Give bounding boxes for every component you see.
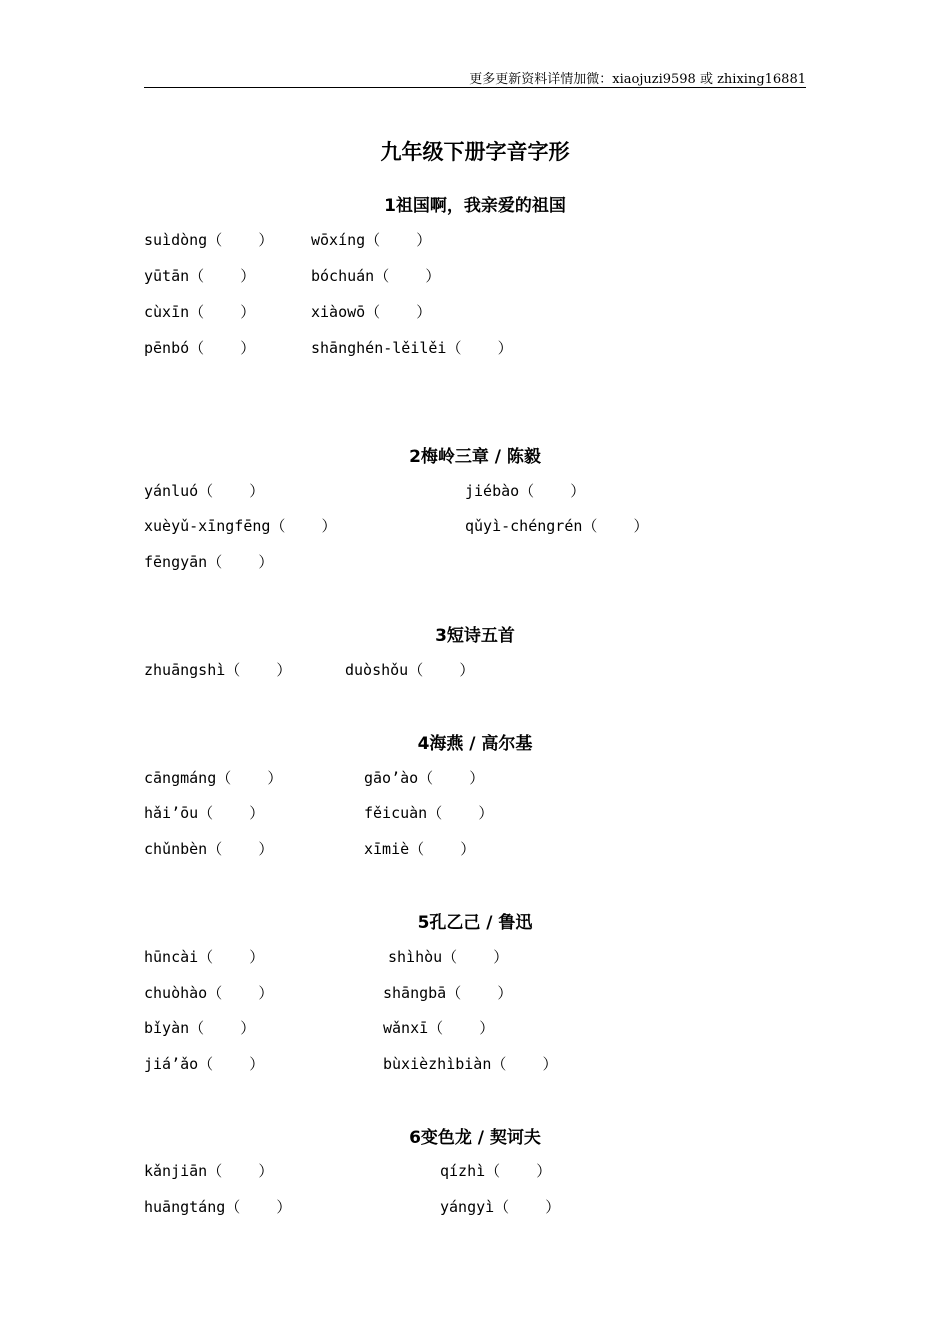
section-title: 4海燕 / 高尔基 xyxy=(417,734,533,754)
pinyin-item: xīmiè（ ） xyxy=(364,840,476,858)
pinyin-item: qǔyì-chéngrén（ ） xyxy=(465,517,649,535)
section-title: 2梅岭三章 / 陈毅 xyxy=(409,447,541,467)
pinyin-item: huāngtáng（ ） xyxy=(144,1198,292,1216)
pinyin-item: shìhòu（ ） xyxy=(388,948,509,966)
pinyin-item: fěicuàn（ ） xyxy=(364,804,494,822)
pinyin-item: xuèyǔ-xīngfēng（ ） xyxy=(144,517,337,535)
section-title: 5孔乙己 / 鲁迅 xyxy=(417,913,533,933)
pinyin-item: cùxīn（ ） xyxy=(144,303,256,321)
page-title: 九年级下册字音字形 xyxy=(380,140,570,164)
pinyin-item: wǎnxī（ ） xyxy=(383,1019,495,1037)
pinyin-item: bǐyàn（ ） xyxy=(144,1019,256,1037)
pinyin-item: fēngyān（ ） xyxy=(144,553,274,571)
pinyin-item: gāo’ào（ ） xyxy=(364,769,485,787)
pinyin-item: suìdòng（ ） xyxy=(144,231,274,249)
pinyin-item: chǔnbèn（ ） xyxy=(144,840,274,858)
section-title: 6变色龙 / 契诃夫 xyxy=(409,1128,541,1148)
pinyin-item: kǎnjiān（ ） xyxy=(144,1162,274,1180)
pinyin-item: shāngbā（ ） xyxy=(383,984,513,1002)
header-text: 更多更新资料详情加微：xiaojuzi9598 或 zhixing16881 xyxy=(469,72,806,87)
pinyin-item: hǎi’ōu（ ） xyxy=(144,804,265,822)
pinyin-item: chuòhào（ ） xyxy=(144,984,274,1002)
pinyin-item: yánluó（ ） xyxy=(144,482,265,500)
section-title: 3短诗五首 xyxy=(435,626,515,646)
header-rule xyxy=(144,87,806,88)
pinyin-item: wōxíng（ ） xyxy=(311,231,432,249)
pinyin-item: zhuāngshì（ ） xyxy=(144,661,292,679)
pinyin-item: duòshǒu（ ） xyxy=(345,661,475,679)
pinyin-item: bóchuán（ ） xyxy=(311,267,441,285)
section-title: 1祖国啊，我亲爱的祖国 xyxy=(384,196,566,216)
pinyin-item: jiá’ǎo（ ） xyxy=(144,1055,265,1073)
pinyin-item: qízhì（ ） xyxy=(440,1162,552,1180)
pinyin-item: yángyì（ ） xyxy=(440,1198,561,1216)
pinyin-item: bùxièzhìbiàn（ ） xyxy=(383,1055,558,1073)
pinyin-item: yūtān（ ） xyxy=(144,267,256,285)
pinyin-item: shānghén-lěilěi（ ） xyxy=(311,339,513,357)
pinyin-item: xiàowō（ ） xyxy=(311,303,432,321)
pinyin-item: cāngmáng（ ） xyxy=(144,769,283,787)
pinyin-item: pēnbó（ ） xyxy=(144,339,256,357)
pinyin-item: hūncài（ ） xyxy=(144,948,265,966)
pinyin-item: jiébào（ ） xyxy=(465,482,586,500)
